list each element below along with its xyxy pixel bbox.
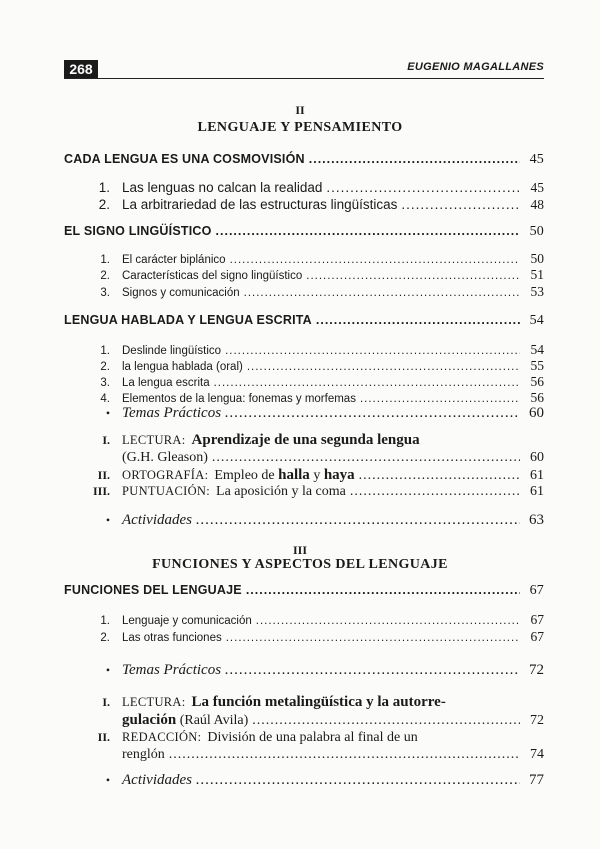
part-title: LENGUAJE Y PENSAMIENTO — [197, 120, 403, 135]
item-title: Características del signo lingüístico — [122, 270, 303, 282]
item-title: La lengua escrita — [122, 377, 210, 389]
toc-reading-cont[interactable] — [64, 450, 544, 466]
item-number: 2. — [100, 632, 110, 644]
item-number: 1. — [100, 254, 110, 266]
page-ref: 72 — [530, 713, 544, 728]
dot-leader — [225, 345, 520, 357]
part-roman-numeral: II — [295, 103, 305, 117]
toc-reading[interactable] — [64, 484, 544, 500]
roman-numeral: III. — [92, 484, 110, 498]
dot-leader — [225, 405, 520, 422]
item-title: Lenguaje y comunicación — [122, 615, 252, 627]
page-ref: 48 — [530, 197, 544, 212]
dot-leader — [244, 287, 520, 299]
page-ref: 55 — [530, 358, 544, 373]
item-title: Temas Prácticos — [122, 405, 222, 421]
page-ref: 72 — [529, 662, 544, 678]
toc-item[interactable] — [64, 342, 544, 358]
chapter-title: LENGUA HABLADA Y LENGUA ESCRITA — [64, 313, 312, 327]
page-ref: 60 — [529, 405, 544, 421]
item-title: Temas Prácticos — [122, 662, 222, 678]
toc-reading[interactable] — [64, 730, 544, 746]
page-ref: 61 — [530, 484, 544, 499]
toc-item[interactable] — [64, 251, 544, 267]
page-ref: 50 — [530, 251, 544, 266]
page-number: 268 — [64, 60, 98, 78]
dot-leader — [256, 615, 520, 627]
chapter-title: CADA LENGUA ES UNA COSMOVISIÓN — [64, 152, 305, 166]
item-title: Las lenguas no calcan la realidad — [122, 180, 323, 195]
toc-item[interactable] — [64, 358, 544, 374]
dot-leader — [169, 747, 520, 763]
dot-leader — [350, 484, 520, 500]
bullet-icon: • — [105, 663, 110, 677]
item-number: 1. — [100, 345, 110, 357]
item-title: Deslinde lingüístico — [122, 345, 222, 357]
dot-leader — [225, 662, 520, 679]
dot-leader — [401, 197, 520, 212]
bullet-icon: • — [105, 513, 110, 527]
page-ref: 50 — [529, 224, 544, 239]
toc-chapter[interactable] — [64, 313, 544, 329]
reading-title: La función metalingüística y la autorre- — [191, 694, 446, 710]
reading-text: La aposición y la coma — [216, 484, 346, 499]
page-ref: 45 — [530, 180, 544, 195]
toc-chapter[interactable] — [64, 224, 544, 240]
chapter-title: FUNCIONES DEL LENGUAJE — [64, 583, 242, 597]
dot-leader — [230, 254, 520, 266]
dot-leader — [316, 313, 520, 327]
item-title: Signos y comunicación — [122, 287, 240, 299]
page-ref: 67 — [530, 629, 544, 644]
page-ref: 63 — [529, 512, 544, 528]
dot-leader — [326, 180, 520, 195]
page-ref: 67 — [530, 612, 544, 627]
item-number: 2. — [98, 197, 110, 212]
roman-numeral: II. — [97, 468, 110, 482]
toc-chapter[interactable] — [64, 583, 544, 599]
reading-bold: haya — [323, 467, 355, 483]
toc-actividades[interactable] — [64, 772, 544, 789]
reading-label: LECTURA: — [122, 695, 186, 709]
item-title: Elementos de la lengua: fonemas y morfemas — [122, 393, 356, 405]
toc-item[interactable] — [64, 629, 544, 645]
page-ref: 56 — [530, 390, 544, 405]
toc-reading[interactable] — [64, 467, 544, 484]
reading-title: gulación — [122, 712, 177, 728]
dot-leader — [359, 468, 520, 484]
page-ref: 61 — [530, 468, 544, 483]
toc-reading[interactable] — [64, 432, 544, 449]
dot-leader — [246, 583, 520, 597]
dot-leader — [247, 361, 520, 373]
toc-item[interactable] — [64, 612, 544, 628]
bullet-icon: • — [105, 773, 110, 787]
dot-leader — [306, 270, 520, 282]
toc-item[interactable] — [64, 180, 544, 196]
dot-leader — [226, 632, 520, 644]
reading-label: REDACCIÓN: — [122, 730, 202, 744]
toc-reading-cont[interactable] — [64, 712, 544, 729]
toc-item[interactable] — [64, 284, 544, 300]
item-number: 2. — [100, 361, 110, 373]
reading-text: y — [313, 468, 321, 483]
reading-text: Empleo de — [214, 468, 275, 483]
dot-leader — [212, 450, 520, 466]
toc-item[interactable] — [64, 374, 544, 390]
toc-reading[interactable] — [64, 694, 544, 711]
page-ref: 53 — [530, 284, 544, 299]
toc-temas-practicos[interactable] — [64, 405, 544, 422]
page-ref: 51 — [530, 267, 544, 282]
item-title: la lengua hablada (oral) — [122, 361, 243, 373]
running-head-author: EUGENIO MAGALLANES — [407, 61, 544, 73]
item-number: 4. — [100, 393, 110, 405]
reading-title: Aprendizaje de una segunda lengua — [191, 432, 420, 448]
page-ref: 54 — [529, 313, 544, 328]
toc-item[interactable] — [64, 197, 544, 213]
reading-author: (Raúl Avila) — [179, 713, 249, 728]
page-ref: 45 — [529, 152, 544, 167]
dot-leader — [216, 224, 520, 238]
item-number: 3. — [100, 287, 110, 299]
reading-bold: halla — [278, 467, 310, 483]
toc-chapter[interactable] — [64, 152, 544, 168]
toc-item[interactable] — [64, 390, 544, 406]
roman-numeral: I. — [102, 433, 110, 447]
dot-leader — [214, 377, 520, 389]
header-rule — [64, 78, 544, 79]
item-title: Actividades — [122, 512, 192, 528]
roman-numeral: I. — [102, 695, 110, 709]
item-number: 2. — [100, 270, 110, 282]
reading-label: LECTURA: — [122, 433, 186, 447]
item-number: 3. — [100, 377, 110, 389]
dot-leader — [196, 512, 520, 529]
item-number: 1. — [98, 180, 110, 195]
reading-text: División de una palabra al final de un — [207, 730, 418, 745]
reading-text: renglón — [122, 747, 165, 762]
reading-author: (G.H. Gleason) — [122, 450, 208, 465]
page-ref: 77 — [529, 772, 544, 788]
item-title: La arbitrariedad de las estructuras lingüísticas — [122, 197, 398, 212]
item-title: Actividades — [122, 772, 192, 788]
toc-reading-cont[interactable] — [64, 747, 544, 763]
dot-leader — [196, 772, 520, 789]
page-ref: 74 — [530, 747, 544, 762]
reading-label: ORTOGRAFÍA: — [122, 468, 209, 482]
chapter-title: EL SIGNO LINGÜÍSTICO — [64, 224, 212, 238]
dot-leader — [309, 152, 520, 166]
item-title: Las otras funciones — [122, 632, 222, 644]
dot-leader — [252, 713, 520, 729]
part-roman-numeral: III — [292, 543, 307, 557]
page-ref: 54 — [530, 342, 544, 357]
toc-item[interactable] — [64, 267, 544, 283]
toc-temas-practicos[interactable] — [64, 662, 544, 679]
toc-actividades[interactable] — [64, 512, 544, 529]
bullet-icon: • — [105, 406, 110, 420]
page-ref: 56 — [530, 374, 544, 389]
item-number: 1. — [100, 615, 110, 627]
item-title: El carácter biplánico — [122, 254, 226, 266]
reading-label: PUNTUACIÓN: — [122, 484, 211, 498]
roman-numeral: II. — [97, 730, 110, 744]
part-title: FUNCIONES Y ASPECTOS DEL LENGUAJE — [152, 557, 448, 572]
dot-leader — [360, 393, 520, 405]
page-ref: 67 — [529, 583, 544, 598]
page-ref: 60 — [530, 450, 544, 465]
